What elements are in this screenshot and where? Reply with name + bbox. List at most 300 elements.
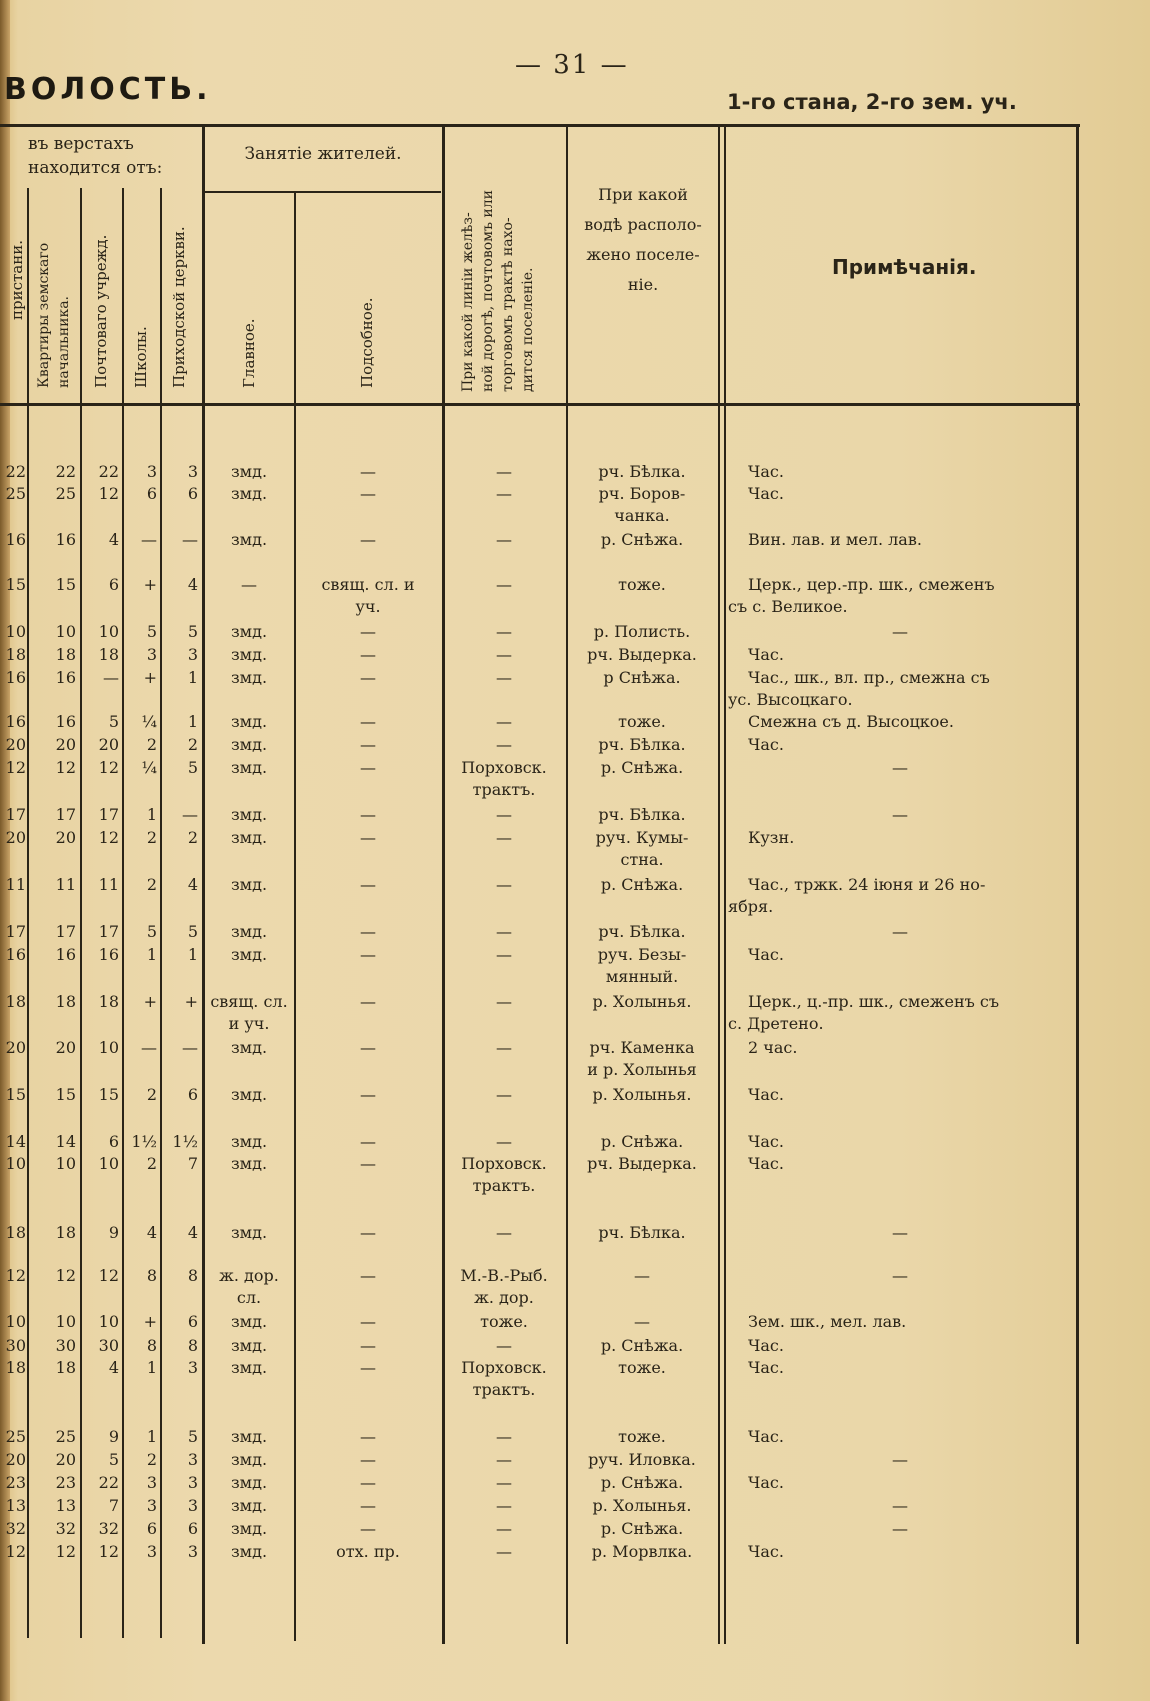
main-occupation-cell: змд. — [230, 484, 268, 503]
schools-cell: 1 — [146, 1427, 157, 1446]
pristan-cell: 17 — [5, 805, 26, 824]
zemsky-cell: 17 — [55, 805, 76, 824]
post-cell: 15 — [98, 1085, 119, 1104]
aux-occupation-cell: — — [360, 712, 376, 731]
road-cell: — — [496, 712, 512, 731]
notes-cell: Час. — [748, 462, 784, 481]
zemsky-cell: 16 — [55, 945, 76, 964]
road-cell: — — [496, 484, 512, 503]
schools-cell: 5 — [146, 622, 157, 641]
post-cell: 9 — [108, 1427, 119, 1446]
post-cell: 32 — [98, 1519, 119, 1538]
road-cell: — — [496, 530, 512, 549]
header-bottom-rule — [0, 403, 1080, 406]
road-cell: — — [496, 1427, 512, 1446]
post-cell: 5 — [108, 712, 119, 731]
schools-cell: 6 — [146, 484, 157, 503]
main-occupation-cell: змд. — [230, 1496, 268, 1515]
water-cell: р. Снѣжа. — [600, 758, 684, 777]
post-cell: 10 — [98, 1154, 119, 1173]
church-cell: 2 — [187, 735, 198, 754]
church-cell: 3 — [187, 1450, 198, 1469]
post-cell: 12 — [98, 484, 119, 503]
table-row — [0, 1472, 1150, 1494]
main-occupation-cell: змд. — [230, 1473, 268, 1492]
schools-cell: 1 — [146, 945, 157, 964]
notes-cell: Час. — [748, 1542, 784, 1561]
notes-cell: Час. — [748, 1473, 784, 1492]
road-cell: — — [496, 1085, 512, 1104]
zemsky-cell: 14 — [55, 1132, 76, 1151]
aux-occupation-cell: — — [360, 735, 376, 754]
main-occupation-cell: змд. — [230, 1519, 268, 1538]
water-cell: тоже. — [618, 575, 666, 594]
aux-occupation-cell: — — [360, 1450, 376, 1469]
main-occupation-cell: змд. — [230, 712, 268, 731]
pristan-cell: 16 — [5, 712, 26, 731]
post-cell: 4 — [108, 1358, 119, 1377]
church-cell: 6 — [187, 1085, 198, 1104]
post-cell: 20 — [98, 735, 119, 754]
water-cell: р. Полисть. — [593, 622, 691, 641]
volost-title: ВОЛОСТЬ. — [4, 72, 212, 107]
pristan-cell: 22 — [5, 462, 26, 481]
pristan-cell: 23 — [5, 1473, 26, 1492]
water-cell: тоже. — [618, 1358, 666, 1377]
pristan-cell: 12 — [5, 758, 26, 777]
main-occupation-cell: змд. — [230, 1154, 268, 1173]
main-occupation-cell: змд. — [230, 1085, 268, 1104]
table-row — [0, 921, 1150, 943]
schools-cell: 3 — [146, 645, 157, 664]
notes-cell: Час., тржк. 24 іюня и 26 но- ября. — [728, 875, 986, 916]
notes-cell: — — [892, 1266, 908, 1285]
road-cell: — — [496, 992, 512, 1011]
church-cell: 1 — [187, 712, 198, 731]
church-cell: 2 — [187, 828, 198, 847]
notes-cell: — — [892, 758, 908, 777]
table-row — [0, 1518, 1150, 1540]
main-occupation-cell: змд. — [230, 758, 268, 777]
pristan-cell: 17 — [5, 922, 26, 941]
water-cell: рч. Бѣлка. — [598, 805, 686, 824]
church-cell: 6 — [187, 1519, 198, 1538]
water-cell: руч. Иловка. — [588, 1450, 696, 1469]
aux-occupation-cell: — — [360, 1154, 376, 1173]
pristan-cell: 18 — [5, 992, 26, 1011]
col-rule — [160, 188, 162, 1638]
pristan-cell: 16 — [5, 530, 26, 549]
church-cell: 3 — [187, 1542, 198, 1561]
road-cell: Порховск. трактъ. — [461, 1358, 547, 1399]
water-cell: руч. Безы- мянный. — [597, 945, 687, 986]
zemsky-cell: 20 — [55, 828, 76, 847]
zemsky-cell: 25 — [55, 1427, 76, 1446]
notes-cell: Час. — [748, 1358, 784, 1377]
aux-occupation-cell: — — [360, 622, 376, 641]
zemsky-cell: 20 — [55, 1450, 76, 1469]
schools-cell: 2 — [146, 1085, 157, 1104]
notes-cell: Кузн. — [748, 828, 795, 847]
water-cell: руч. Кумы- стна. — [595, 828, 689, 869]
pristan-cell: 18 — [5, 1223, 26, 1242]
schools-cell: 1½ — [131, 1132, 157, 1151]
table-row — [0, 1153, 1150, 1195]
main-occupation-cell: змд. — [230, 1336, 268, 1355]
notes-cell: Час. — [748, 1154, 784, 1173]
main-occupation-cell: змд. — [230, 828, 268, 847]
table-row — [0, 1357, 1150, 1399]
post-cell: — — [103, 668, 119, 687]
table-row — [0, 483, 1150, 525]
table-row — [0, 1541, 1150, 1563]
church-cell: 7 — [187, 1154, 198, 1173]
road-cell: — — [496, 1132, 512, 1151]
post-cell: 18 — [98, 645, 119, 664]
water-cell: р. Снѣжа. — [600, 530, 684, 549]
aux-occupation-cell: — — [360, 1358, 376, 1377]
main-occupation-cell: змд. — [230, 1223, 268, 1242]
road-cell: М.-В.-Рыб. ж. дор. — [460, 1266, 548, 1307]
notes-cell: 2 час. — [748, 1038, 798, 1057]
main-occupation-cell: змд. — [230, 1427, 268, 1446]
aux-occupation-cell: — — [360, 992, 376, 1011]
water-cell: р. Снѣжа. — [600, 1132, 684, 1151]
aux-occupation-cell: — — [360, 668, 376, 687]
road-cell: — — [496, 1450, 512, 1469]
zemsky-cell: 10 — [55, 1312, 76, 1331]
pristan-cell: 14 — [5, 1132, 26, 1151]
pristan-cell: 20 — [5, 735, 26, 754]
schools-cell: 2 — [146, 828, 157, 847]
table-row — [0, 1426, 1150, 1448]
church-cell: 5 — [187, 1427, 198, 1446]
aux-occupation-cell: — — [360, 945, 376, 964]
road-cell: — — [496, 945, 512, 964]
zemsky-cell: 13 — [55, 1496, 76, 1515]
schools-cell: 8 — [146, 1336, 157, 1355]
water-cell: рч. Бѣлка. — [598, 922, 686, 941]
zemsky-cell: 15 — [55, 1085, 76, 1104]
main-occupation-cell: змд. — [230, 805, 268, 824]
main-occupation-cell: змд. — [230, 530, 268, 549]
road-cell: — — [496, 1223, 512, 1242]
col-rule — [80, 188, 82, 1638]
church-cell: 3 — [187, 462, 198, 481]
zemsky-cell: 23 — [55, 1473, 76, 1492]
water-cell: рч. Боров- чанка. — [598, 484, 686, 525]
pristan-cell: 13 — [5, 1496, 26, 1515]
aux-occupation-cell: свящ. сл. и уч. — [321, 575, 415, 616]
notes-cell: Час., шк., вл. пр., смежна съ ус. Высоцкаго. — [728, 668, 990, 709]
road-cell: — — [496, 1336, 512, 1355]
aux-occupation-cell: — — [360, 1085, 376, 1104]
aux-occupation-cell: — — [360, 1519, 376, 1538]
col-header-road: При какой линіи желѣз- ной дорогѣ, почтовомъ или торговомъ трактѣ нахо- дится поселеніе. — [460, 190, 536, 392]
aux-occupation-cell: — — [360, 1223, 376, 1242]
church-cell: — — [182, 1038, 198, 1057]
church-cell: 1½ — [172, 1132, 198, 1151]
water-cell: рч. Выдерка. — [587, 645, 697, 664]
schools-cell: — — [141, 1038, 157, 1057]
table-row — [0, 529, 1150, 551]
post-cell: 22 — [98, 1473, 119, 1492]
road-cell: — — [496, 645, 512, 664]
notes-cell: — — [892, 922, 908, 941]
top-rule — [0, 124, 1080, 127]
road-cell: — — [496, 1496, 512, 1515]
water-header: При какой водѣ располо- жено поселе- ніе. — [584, 185, 702, 294]
church-cell: 1 — [187, 668, 198, 687]
schools-cell: 1 — [146, 1358, 157, 1377]
table-row — [0, 1495, 1150, 1517]
zemsky-cell: 10 — [55, 622, 76, 641]
schools-cell: 2 — [146, 1154, 157, 1173]
pristan-cell: 20 — [5, 828, 26, 847]
aux-occupation-cell: — — [360, 875, 376, 894]
notes-cell: Час. — [748, 735, 784, 754]
notes-cell: Церк., ц.-пр. шк., смеженъ съ с. Дретено. — [728, 992, 1000, 1033]
col-header-zemsky: Квартиры земскаго начальника. — [36, 242, 72, 388]
schools-cell: 6 — [146, 1519, 157, 1538]
water-cell: р. Снѣжа. — [600, 1336, 684, 1355]
church-cell: — — [182, 530, 198, 549]
pristan-cell: 15 — [5, 575, 26, 594]
zemsky-cell: 17 — [55, 922, 76, 941]
main-occupation-cell: змд. — [230, 875, 268, 894]
post-cell: 7 — [108, 1496, 119, 1515]
road-cell: — — [496, 1542, 512, 1561]
post-cell: 6 — [108, 1132, 119, 1151]
aux-occupation-cell: — — [360, 1336, 376, 1355]
water-cell: тоже. — [618, 1427, 666, 1446]
main-occupation-cell: змд. — [230, 1132, 268, 1151]
table-row — [0, 1037, 1150, 1079]
main-occupation-cell: ж. дор. сл. — [219, 1266, 279, 1307]
pristan-cell: 25 — [5, 484, 26, 503]
pristan-cell: 25 — [5, 1427, 26, 1446]
notes-header: Примѣчанія. — [832, 255, 977, 279]
aux-occupation-cell: — — [360, 828, 376, 847]
table-row — [0, 667, 1150, 709]
aux-occupation-cell: — — [360, 484, 376, 503]
main-occupation-cell: змд. — [230, 668, 268, 687]
schools-cell: 2 — [146, 1450, 157, 1469]
notes-cell: Зем. шк., мел. лав. — [748, 1312, 907, 1331]
zemsky-cell: 12 — [55, 1542, 76, 1561]
notes-cell: — — [892, 1223, 908, 1242]
church-cell: 5 — [187, 622, 198, 641]
notes-cell: Час. — [748, 945, 784, 964]
road-cell: Порховск. трактъ. — [461, 1154, 547, 1195]
schools-cell: 2 — [146, 735, 157, 754]
occupation-header: Занятіе жителей. — [244, 144, 402, 164]
notes-cell: — — [892, 1519, 908, 1538]
water-cell: рч. Каменка и р. Холынья — [587, 1038, 697, 1079]
pristan-cell: 16 — [5, 668, 26, 687]
aux-occupation-cell: — — [360, 1312, 376, 1331]
church-cell: — — [182, 805, 198, 824]
table-row — [0, 991, 1150, 1033]
main-occupation-cell: змд. — [230, 1038, 268, 1057]
notes-cell: — — [892, 1450, 908, 1469]
aux-occupation-cell: — — [360, 1132, 376, 1151]
main-occupation-cell: змд. — [230, 1450, 268, 1469]
schools-cell: ¼ — [141, 712, 157, 731]
main-occupation-cell: змд. — [230, 1358, 268, 1377]
post-cell: 6 — [108, 575, 119, 594]
notes-cell: — — [892, 622, 908, 641]
church-cell: + — [184, 992, 198, 1011]
pristan-cell: 12 — [5, 1266, 26, 1285]
church-cell: 5 — [187, 758, 198, 777]
road-cell: тоже. — [480, 1312, 528, 1331]
schools-cell: 3 — [146, 1542, 157, 1561]
church-cell: 3 — [187, 1358, 198, 1377]
church-cell: 3 — [187, 1496, 198, 1515]
notes-cell: Час. — [748, 1336, 784, 1355]
post-cell: 4 — [108, 530, 119, 549]
schools-cell: 3 — [146, 462, 157, 481]
notes-cell: — — [892, 1496, 908, 1515]
main-occupation-cell: змд. — [230, 1542, 268, 1561]
post-cell: 10 — [98, 622, 119, 641]
pristan-cell: 18 — [5, 645, 26, 664]
zemsky-cell: 15 — [55, 575, 76, 594]
zemsky-cell: 16 — [55, 530, 76, 549]
col-header-schools: Школы. — [132, 326, 150, 388]
road-cell: — — [496, 622, 512, 641]
schools-cell: 3 — [146, 1496, 157, 1515]
schools-cell: — — [141, 530, 157, 549]
road-cell: — — [496, 805, 512, 824]
col-rule — [122, 188, 124, 1638]
table-row — [0, 1131, 1150, 1153]
aux-occupation-cell: — — [360, 1473, 376, 1492]
table-row — [0, 711, 1150, 733]
table-row — [0, 1084, 1150, 1106]
water-cell: — — [634, 1266, 650, 1285]
notes-cell: Час. — [748, 645, 784, 664]
zemsky-cell: 18 — [55, 992, 76, 1011]
pristan-cell: 15 — [5, 1085, 26, 1104]
water-cell: — — [634, 1312, 650, 1331]
table-row — [0, 1335, 1150, 1357]
col-header-aux: Подсобное. — [358, 297, 376, 388]
col-rule — [294, 191, 296, 1641]
main-occupation-cell: змд. — [230, 622, 268, 641]
post-cell: 17 — [98, 805, 119, 824]
aux-occupation-cell: — — [360, 1266, 376, 1285]
water-cell: р. Холынья. — [592, 1085, 692, 1104]
table-row — [0, 1311, 1150, 1333]
road-cell: — — [496, 668, 512, 687]
road-cell: — — [496, 828, 512, 847]
table-row — [0, 621, 1150, 643]
water-cell: р Снѣжа. — [603, 668, 681, 687]
church-cell: 4 — [187, 1223, 198, 1242]
aux-occupation-cell: — — [360, 922, 376, 941]
schools-cell: + — [143, 1312, 157, 1331]
notes-cell: Час. — [748, 1085, 784, 1104]
road-cell: — — [496, 735, 512, 754]
zemsky-cell: 18 — [55, 1358, 76, 1377]
church-cell: 8 — [187, 1266, 198, 1285]
road-cell: — — [496, 1519, 512, 1538]
schools-cell: 8 — [146, 1266, 157, 1285]
main-occupation-cell: змд. — [230, 645, 268, 664]
main-occupation-cell: змд. — [230, 1312, 268, 1331]
schools-cell: + — [143, 575, 157, 594]
water-cell: р. Холынья. — [592, 992, 692, 1011]
post-cell: 12 — [98, 1542, 119, 1561]
schools-cell: ¼ — [141, 758, 157, 777]
aux-occupation-cell: — — [360, 462, 376, 481]
aux-occupation-cell: — — [360, 1427, 376, 1446]
road-cell: Порховск. трактъ. — [461, 758, 547, 799]
post-cell: 10 — [98, 1312, 119, 1331]
post-cell: 16 — [98, 945, 119, 964]
water-cell: рч. Бѣлка. — [598, 735, 686, 754]
pristan-cell: 30 — [5, 1336, 26, 1355]
church-cell: 8 — [187, 1336, 198, 1355]
church-cell: 6 — [187, 1312, 198, 1331]
notes-cell: — — [892, 805, 908, 824]
church-cell: 4 — [187, 575, 198, 594]
zemsky-cell: 25 — [55, 484, 76, 503]
water-cell: рч. Бѣлка. — [598, 462, 686, 481]
post-cell: 10 — [98, 1038, 119, 1057]
notes-cell: Час. — [748, 484, 784, 503]
road-cell: — — [496, 875, 512, 894]
notes-cell: Смежна съ д. Высоцкое. — [748, 712, 954, 731]
table-row — [0, 874, 1150, 916]
zemsky-cell: 32 — [55, 1519, 76, 1538]
pristan-cell: 12 — [5, 1542, 26, 1561]
post-cell: 22 — [98, 462, 119, 481]
zemsky-cell: 12 — [55, 1266, 76, 1285]
table-row — [0, 734, 1150, 756]
notes-cell: Вин. лав. и мел. лав. — [748, 530, 922, 549]
main-occupation-cell: — — [241, 575, 257, 594]
post-cell: 12 — [98, 1266, 119, 1285]
pristan-cell: 16 — [5, 945, 26, 964]
water-cell: р. Снѣжа. — [600, 1473, 684, 1492]
zemsky-cell: 18 — [55, 645, 76, 664]
occupation-subrule — [205, 191, 441, 193]
table-row — [0, 1265, 1150, 1307]
col-header-main: Главное. — [240, 318, 258, 388]
aux-occupation-cell: — — [360, 530, 376, 549]
table-row — [0, 804, 1150, 826]
pristan-cell: 20 — [5, 1038, 26, 1057]
zemsky-cell: 11 — [55, 875, 76, 894]
main-occupation-cell: свящ. сл. и уч. — [210, 992, 288, 1033]
col-header-post: Почтоваго учрежд. — [92, 234, 110, 388]
church-cell: 3 — [187, 1473, 198, 1492]
church-cell: 5 — [187, 922, 198, 941]
zemsky-cell: 20 — [55, 735, 76, 754]
post-cell: 5 — [108, 1450, 119, 1469]
post-cell: 17 — [98, 922, 119, 941]
pristan-cell: 20 — [5, 1450, 26, 1469]
distance-header: въ верстахъ находится отъ: — [28, 134, 163, 178]
road-cell: — — [496, 1473, 512, 1492]
table-row — [0, 461, 1150, 483]
schools-cell: 5 — [146, 922, 157, 941]
table-row — [0, 757, 1150, 799]
water-cell: рч. Бѣлка. — [598, 1223, 686, 1242]
